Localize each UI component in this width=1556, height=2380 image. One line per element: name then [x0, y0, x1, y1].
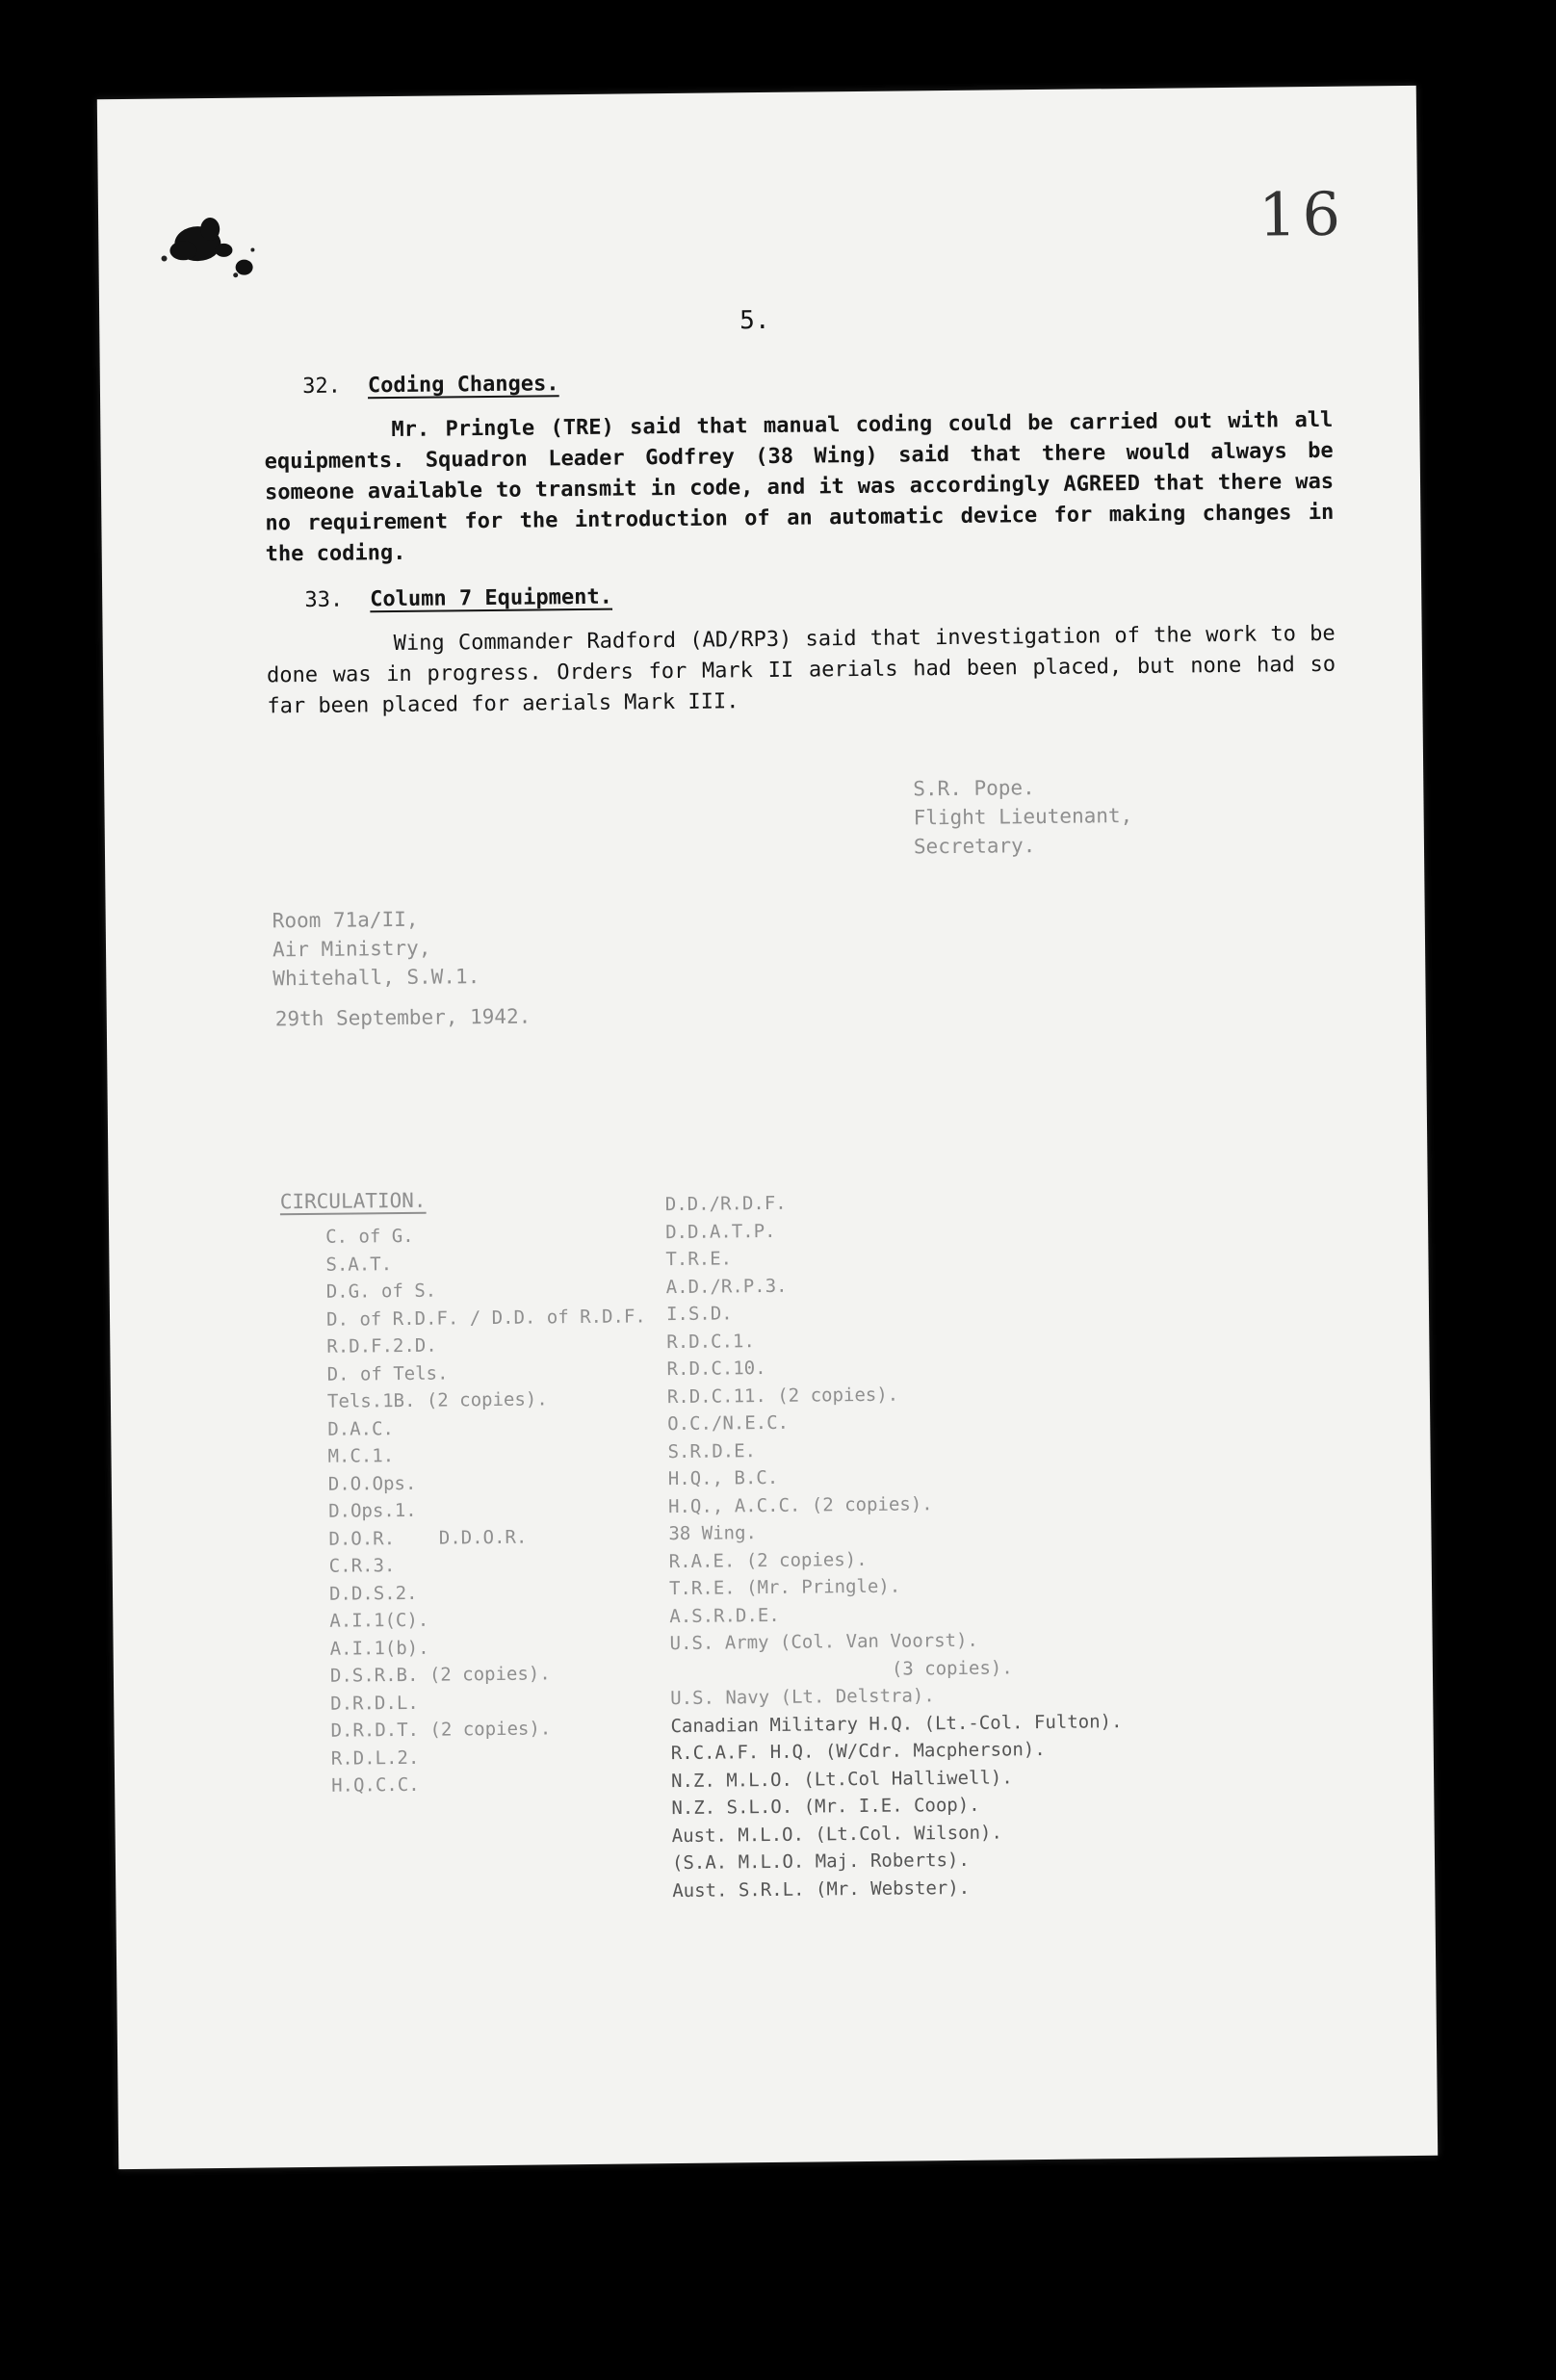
- list-item: R.D.C.1.: [666, 1330, 755, 1353]
- signatory-name: S.R. Pope.: [913, 776, 1035, 801]
- list-item: D.R.D.T. (2 copies).: [330, 1718, 552, 1742]
- circulation-list-left: [325, 1220, 651, 1799]
- address-line: Room 71a/II,: [272, 907, 419, 933]
- list-item: R.C.A.F. H.Q. (W/Cdr. Macpherson).: [670, 1739, 1046, 1765]
- signature-block: [913, 772, 1133, 861]
- list-item: H.Q., A.C.C. (2 copies).: [668, 1492, 933, 1517]
- list-item: Aust. S.R.L. (Mr. Webster).: [672, 1876, 971, 1901]
- list-item: R.D.C.10.: [666, 1358, 766, 1381]
- list-item: Canadian Military H.Q. (Lt.-Col. Fulton).: [670, 1710, 1123, 1737]
- document-page: [97, 86, 1438, 2169]
- section-number: 33.: [304, 587, 344, 613]
- page-number: 5.: [739, 305, 770, 336]
- list-item: (3 copies).: [891, 1656, 1013, 1680]
- list-item: C.R.3.: [328, 1555, 396, 1577]
- list-item: A.I.1(C).: [329, 1609, 429, 1632]
- signatory-role: Secretary.: [913, 834, 1036, 859]
- list-item: N.Z. S.L.O. (Mr. I.E. Coop).: [671, 1794, 980, 1820]
- list-item: S.A.T.: [325, 1253, 393, 1276]
- list-item: R.D.C.11. (2 copies).: [666, 1384, 899, 1408]
- circulation-heading: CIRCULATION.: [279, 1188, 427, 1214]
- list-item: Tels.1B. (2 copies).: [326, 1388, 548, 1412]
- list-item: U.S. Army (Col. Van Voorst).: [669, 1629, 979, 1655]
- list-item: D.R.D.L.: [330, 1692, 419, 1715]
- circulation-list-right: [665, 1186, 1125, 1904]
- section-32: [264, 364, 1335, 571]
- list-item: H.Q., B.C.: [667, 1466, 779, 1490]
- list-item: R.D.F.2.D.: [326, 1334, 437, 1358]
- list-item: C. of G.: [325, 1225, 414, 1248]
- section-heading: [266, 578, 1335, 613]
- list-item: A.I.1(b).: [329, 1637, 429, 1660]
- list-item: I.S.D.: [665, 1303, 733, 1326]
- list-item: D.O.Ops.: [327, 1472, 417, 1495]
- section-paragraph: Wing Commander Radford (AD/RP3) said that investigation of the work to be done was in progress. Orders for Mark II aerials had been placed, but none had so far been placed for aerials Mark III.: [266, 621, 1336, 719]
- list-item: D.D.S.2.: [328, 1582, 418, 1605]
- list-item: D.A.C.: [327, 1417, 395, 1440]
- list-item: H.Q.C.C.: [331, 1773, 420, 1797]
- list-item: M.C.1.: [327, 1445, 395, 1467]
- list-item: D.G. of S.: [325, 1280, 437, 1303]
- list-item: (S.A. M.L.O. Maj. Roberts).: [671, 1849, 970, 1875]
- list-item: S.R.D.E.: [667, 1439, 757, 1462]
- document-date: 29th September, 1942.: [274, 1004, 532, 1031]
- list-item: A.S.R.D.E.: [669, 1604, 780, 1627]
- list-item: D.S.R.B. (2 copies).: [329, 1663, 551, 1687]
- list-item: D.D./R.D.F.: [664, 1192, 787, 1216]
- list-item: D.O.R. D.D.O.R.: [328, 1526, 528, 1550]
- list-item: A.D./R.P.3.: [665, 1275, 788, 1298]
- list-item: D. of R.D.F. / D.D. of R.D.F.: [325, 1305, 646, 1331]
- address-line: Whitehall, S.W.1.: [272, 965, 480, 991]
- list-item: N.Z. M.L.O. (Lt.Col Halliwell).: [670, 1766, 1013, 1792]
- section-paragraph: Mr. Pringle (TRE) said that manual coding could be carried out with all equipments. Squadron Leader Godfrey (38 Wing) said that there would always be someone available to transmit in code, and it was accordingly AGREED that there was no requirement for the introduction of an automatic device for making changes in the coding.: [264, 407, 1335, 567]
- ink-blot: [135, 190, 280, 298]
- list-item: R.A.E. (2 copies).: [668, 1548, 868, 1572]
- folio-number: 16: [1258, 178, 1347, 250]
- list-item: O.C./N.E.C.: [667, 1411, 790, 1436]
- address-block: [272, 904, 480, 993]
- list-item: U.S. Navy (Lt. Delstra).: [670, 1685, 935, 1710]
- list-item: R.D.L.2.: [330, 1746, 420, 1770]
- section-title: Column 7 Equipment.: [370, 584, 613, 612]
- section-33: [266, 578, 1336, 723]
- section-heading: [264, 364, 1333, 400]
- list-item: T.R.E. (Mr. Pringle).: [668, 1575, 901, 1600]
- signatory-rank: Flight Lieutenant,: [913, 804, 1133, 830]
- list-item: T.R.E.: [665, 1248, 733, 1271]
- section-number: 32.: [302, 374, 342, 400]
- list-item: D.D.A.T.P.: [665, 1220, 776, 1243]
- list-item: D.Ops.1.: [328, 1499, 417, 1522]
- section-title: Coding Changes.: [367, 372, 559, 399]
- list-item: D. of Tels.: [326, 1361, 449, 1385]
- list-item: 38 Wing.: [668, 1522, 758, 1545]
- address-line: Air Ministry,: [272, 936, 431, 962]
- list-item: Aust. M.L.O. (Lt.Col. Wilson).: [671, 1821, 1002, 1847]
